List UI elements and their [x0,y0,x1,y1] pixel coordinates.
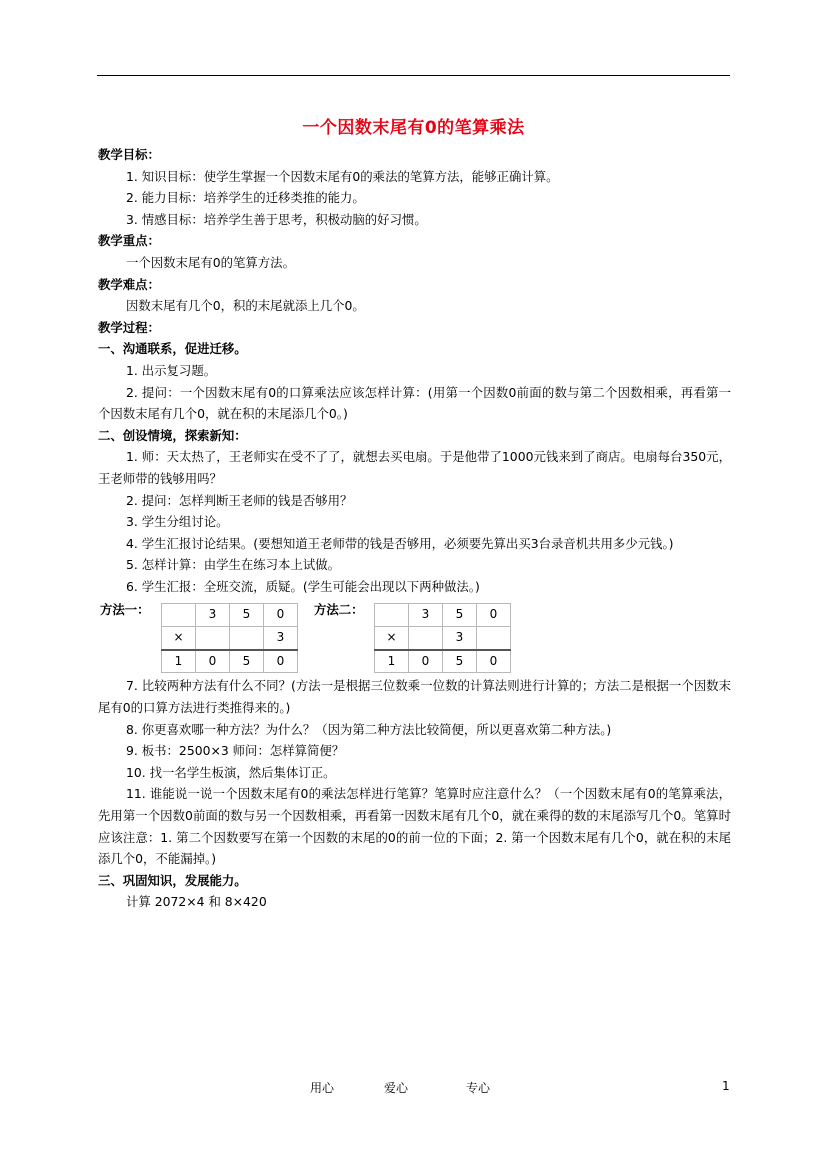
part2-item: 11. 谁能说一说一个因数末尾有0的乘法怎样进行笔算？笔算时应注意什么？（一个因数末尾有0的笔算乘法，先用第一个因数0前面的数与另一个因数相乘，再看第一因数末尾有几个0，就在乘得的数的末尾添写几个0。笔算时应该注意：1. 第二个因数要写在第一个因数的末尾的0的前一位的下面；2. 第一个因数末尾有几个0，就在积的末尾添几个0，不能漏掉。) [98,786,731,867]
part3-text: 计算 2072×4 和 8×420 [126,894,267,910]
calc-cell: 5 [443,650,477,673]
calc-cell: 0 [477,604,511,627]
calc-cell: 0 [409,650,443,673]
method2-label: 方法二： [314,602,364,618]
calc-cell: 5 [230,604,264,627]
calc-cell: 3 [196,604,230,627]
method1-table [161,603,298,673]
calc-cell: 0 [477,650,511,673]
part2-item: 2. 提问：怎样判断王老师的钱是否够用？ [126,492,353,508]
calc-cell: 3 [443,627,477,650]
calc-cell: 3 [409,604,443,627]
calc-cell [230,627,264,650]
difficulty-heading: 教学难点： [98,276,160,292]
page-number: 1 [722,1079,730,1093]
process-heading: 教学过程： [98,319,160,335]
calc-cell: 0 [264,604,298,627]
part2-item: 10. 找一名学生板演，然后集体订正。 [126,764,336,780]
calc-cell [477,627,511,650]
calc-cell: 1 [375,650,409,673]
footer-motto-right: 专心 [466,1081,491,1095]
calc-cell: 0 [196,650,230,673]
methods-area [98,603,731,669]
footer-motto-left: 用心 [310,1081,335,1095]
calc-cell: 5 [230,650,264,673]
calc-cell: × [162,627,196,650]
calc-cell [375,604,409,627]
calc-cell: 5 [443,604,477,627]
part1-item: 1. 出示复习题。 [126,362,217,378]
document-body [98,144,731,913]
part2-item: 1. 师：天太热了，王老师实在受不了了，就想去买电扇。于是他带了1000元钱来到了商店。电扇每台350元，王老师带的钱够用吗？ [98,449,731,486]
part2-item: 3. 学生分组讨论。 [126,514,229,530]
method1-label: 方法一： [100,602,150,618]
part2-item: 4. 学生汇报讨论结果。(要想知道王老师带的钱是否够用，必须要先算出买3台录音机共用多少元钱。) [126,535,674,551]
key-points-heading: 教学重点： [98,233,160,249]
objective-item: 1. 知识目标：使学生掌握一个因数末尾有0的乘法的笔算方法，能够正确计算。 [126,168,559,184]
page-title: 一个因数末尾有0的笔算乘法 [302,118,525,138]
objective-item: 3. 情感目标：培养学生善于思考，积极动脑的好习惯。 [126,211,427,227]
part3-heading: 三、巩固知识，发展能力。 [98,872,247,888]
calc-cell [409,627,443,650]
calc-cell: 1 [162,650,196,673]
part2-item: 6. 学生汇报：全班交流，质疑。(学生可能会出现以下两种做法。) [126,578,480,594]
part2-item: 5. 怎样计算：由学生在练习本上试做。 [126,557,341,573]
method2-table [374,603,511,673]
part2-item: 7. 比较两种方法有什么不同？(方法一是根据三位数乘一位数的计算法则进行计算的；方法二是根据一个因数末尾有0的口算方法进行类推得来的。) [98,678,731,716]
part2-item: 8. 你更喜欢哪一种方法？为什么？（因为第二种方法比较简便，所以更喜欢第二种方法。) [126,721,612,737]
part2-item: 9. 板书：2500×3 师问：怎样算简便？ [126,743,345,759]
objectives-heading: 教学目标： [98,147,160,162]
part1-heading: 一、沟通联系，促进迁移。 [98,341,247,357]
footer-motto-middle: 爱心 [384,1081,409,1095]
calc-cell [162,604,196,627]
calc-cell: × [375,627,409,650]
part1-item: 2. 提问：一个因数末尾有0的口算乘法应该怎样计算：(用第一个因数0前面的数与第二个因数相乘，再看第一个因数末尾有几个0，就在积的末尾添几个0。) [98,384,731,422]
part2-heading: 二、创设情境，探索新知： [98,427,247,443]
calc-cell: 3 [264,627,298,650]
header-rule [97,75,730,76]
key-points-text: 一个因数末尾有0的笔算方法。 [126,254,295,270]
objective-item: 2. 能力目标：培养学生的迁移类推的能力。 [126,190,365,206]
calc-cell [196,627,230,650]
difficulty-text: 因数末尾有几个0，积的末尾就添上几个0。 [126,298,365,314]
calc-cell: 0 [264,650,298,673]
